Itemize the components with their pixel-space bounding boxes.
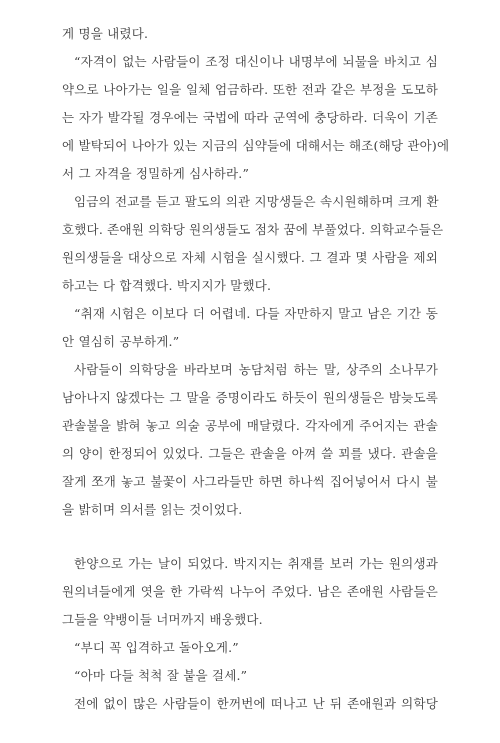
text-line: 관솔불을 밝혀 놓고 의술 공부에 매달렸다. 각자에게 주어지는 관솔 — [62, 418, 438, 433]
text-line: 약으로 나아가는 일을 일체 엄금하라. 또한 전과 같은 부정을 도모하 — [62, 82, 438, 97]
section-break — [62, 524, 438, 550]
text-line: 사람들이 의학당을 바라보며 농담처럼 하는 말, 상주의 소나무가 — [74, 362, 438, 377]
text-line: 호했다. 존애원 의학당 원의생들도 점차 꿈에 부풀었다. 의학교수들은 — [62, 222, 444, 237]
text-line: 의 양이 한정되어 있었다. 그들은 관솔을 아껴 쓸 꾀를 냈다. 관솔을 — [62, 446, 438, 461]
text-line: “취재 시험은 이보다 더 어렵네. 다들 자만하지 말고 남은 기간 동 — [74, 306, 438, 321]
text-line: 그들을 약뱅이들 너머까지 배웅했다. — [62, 612, 263, 627]
text-line: “아마 다들 척척 잘 붙을 걸세.” — [74, 668, 248, 683]
text-line: 남아나지 않겠다는 그 말을 증명이라도 하듯이 원의생들은 밤늦도록 — [62, 390, 438, 405]
text-line: 안 열심히 공부하게.” — [62, 334, 180, 349]
text-line: 전에 없이 많은 사람들이 한꺼번에 떠나고 난 뒤 존애원과 의학당 — [74, 696, 438, 711]
book-page — [62, 20, 450, 718]
text-line: 게 명을 내렸다. — [62, 26, 149, 41]
text-line: 하고는 다 합격했다. 박지지가 말했다. — [62, 278, 272, 293]
text-line: 에 발탁되어 나아가 있는 지금의 심약들에 대해서는 해조(해당 관아)에 — [62, 138, 450, 153]
text-line: 서 그 자격을 정밀하게 심사하라.” — [62, 166, 250, 181]
text-line: 을 밝히며 의서를 읽는 것이었다. — [62, 502, 243, 517]
text-line: 는 자가 발각될 경우에는 국법에 따라 군역에 충당하라. 더욱이 기존 — [62, 110, 438, 125]
text-line: 잘게 쪼개 놓고 불꽃이 사그라들만 하면 하나씩 집어넣어서 다시 불 — [62, 474, 438, 489]
text-line: 원의녀들에게 엿을 한 가락씩 나누어 주었다. 남은 존애원 사람들은 — [62, 584, 438, 599]
text-line: 한양으로 가는 날이 되었다. 박지지는 취재를 보러 가는 원의생과 — [74, 556, 438, 571]
text-line: “부디 꼭 입격하고 돌아오게.” — [74, 640, 239, 655]
text-line: 임금의 전교를 듣고 팔도의 의관 지망생들은 속시원해하며 크게 환 — [74, 194, 439, 209]
text-line: “자격이 없는 사람들이 조정 대신이나 내명부에 뇌물을 바치고 심 — [74, 54, 438, 69]
text-line: 원의생들을 대상으로 자체 시험을 실시했다. 그 결과 몇 사람을 제외 — [62, 250, 438, 265]
